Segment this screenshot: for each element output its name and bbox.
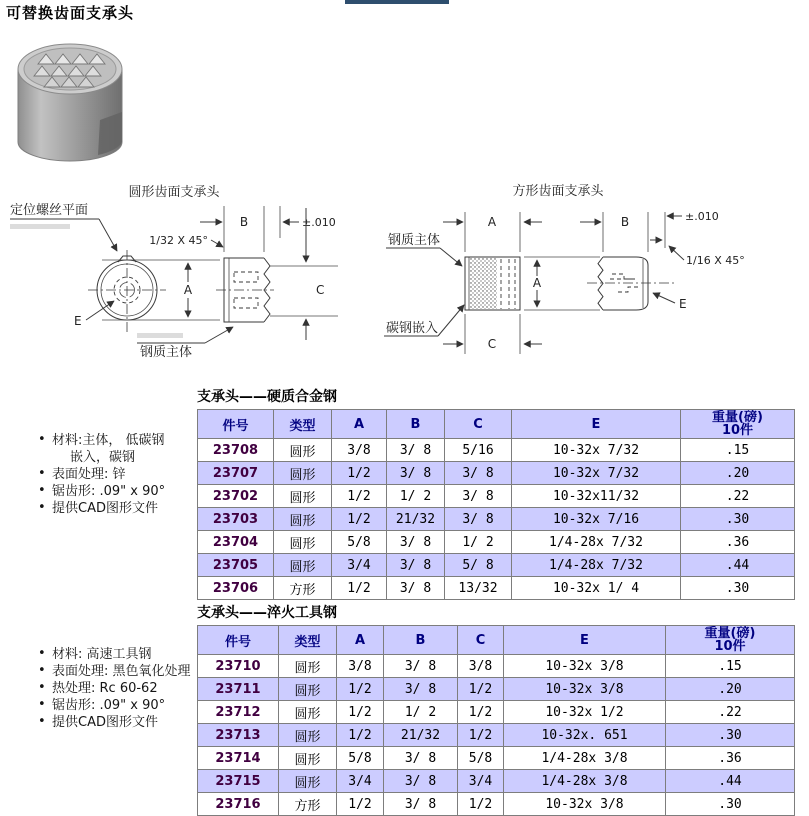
table-cell: 3/ 8 bbox=[387, 577, 445, 600]
table-row bbox=[198, 770, 795, 793]
table-cell: 方形 bbox=[279, 793, 337, 816]
table-cell: 3/ 8 bbox=[384, 747, 458, 770]
col-header-weight bbox=[681, 410, 795, 439]
table-cell: 1/2 bbox=[458, 793, 504, 816]
table-cell: 3/ 8 bbox=[387, 554, 445, 577]
table-cell: 10-32x 3/8 bbox=[504, 655, 666, 678]
table-cell: 5/ 8 bbox=[445, 554, 512, 577]
note-item: • 提供CAD图形文件 bbox=[38, 714, 191, 731]
note-item: • 热处理: Rc 60-62 bbox=[38, 680, 191, 697]
table-cell: .20 bbox=[681, 462, 795, 485]
note-item: • 提供CAD图形文件 bbox=[38, 500, 165, 517]
table-cell: 圆形 bbox=[279, 770, 337, 793]
steel-body-label: 钢质主体 bbox=[388, 233, 441, 248]
table-cell: 1/4-28x 7/32 bbox=[512, 531, 681, 554]
table-cell: 圆形 bbox=[274, 508, 332, 531]
part-number-cell: 23713 bbox=[198, 724, 279, 747]
header-row bbox=[198, 626, 795, 655]
faded-text-remnant bbox=[137, 333, 183, 338]
square-head-diagram bbox=[382, 182, 809, 374]
table-title: 支承头——淬火工具钢 bbox=[197, 605, 337, 621]
steel-body-label: 钢质主体 bbox=[140, 345, 193, 360]
round-side-view bbox=[216, 258, 274, 322]
part-number-cell: 23703 bbox=[198, 508, 274, 531]
part-number-cell: 23715 bbox=[198, 770, 279, 793]
table-cell: 1/2 bbox=[458, 724, 504, 747]
part-number-cell: 23711 bbox=[198, 678, 279, 701]
table-row bbox=[198, 747, 795, 770]
dim-a-label: A bbox=[183, 283, 193, 297]
table-cell: 3/ 8 bbox=[384, 678, 458, 701]
part-number-cell: 23712 bbox=[198, 701, 279, 724]
table-row bbox=[198, 462, 795, 485]
table-cell: 圆形 bbox=[274, 531, 332, 554]
note-item: • 表面处理: 锌 bbox=[38, 466, 165, 483]
table-cell: 10-32x. 651 bbox=[504, 724, 666, 747]
table-cell: .36 bbox=[666, 747, 795, 770]
table-cell: 5/16 bbox=[445, 439, 512, 462]
table-cell: 3/4 bbox=[458, 770, 504, 793]
note-item: • 表面处理: 黑色氧化处理 bbox=[38, 663, 191, 680]
square-diagram-title: 方形齿面支承头 bbox=[512, 184, 604, 199]
weight-header-line2: 10件 bbox=[721, 423, 754, 438]
table-cell: 1/ 2 bbox=[387, 485, 445, 508]
table-cell: 5/8 bbox=[332, 531, 387, 554]
table-cell: 圆形 bbox=[279, 678, 337, 701]
tolerance-label: ±.010 bbox=[302, 216, 336, 229]
table-cell: 圆形 bbox=[274, 485, 332, 508]
table-row bbox=[198, 701, 795, 724]
weight-header-line2: 10件 bbox=[714, 639, 746, 654]
table-cell: 1/2 bbox=[332, 577, 387, 600]
table-cell: 圆形 bbox=[274, 462, 332, 485]
part-number-cell: 23704 bbox=[198, 531, 274, 554]
chamfer-label: 1/16 X 45° bbox=[686, 254, 745, 267]
parts-table-tool-steel bbox=[197, 625, 795, 816]
table-cell: 圆形 bbox=[274, 554, 332, 577]
part-number-cell: 23707 bbox=[198, 462, 274, 485]
table-cell: 10-32x 7/16 bbox=[512, 508, 681, 531]
table-cell: 1/4-28x 7/32 bbox=[512, 554, 681, 577]
table-cell: 5/8 bbox=[337, 747, 384, 770]
header-row bbox=[198, 410, 795, 439]
part-number-cell: 23714 bbox=[198, 747, 279, 770]
col-header-c: C bbox=[458, 626, 504, 655]
table-row bbox=[198, 678, 795, 701]
notes-list-hard-alloy bbox=[38, 432, 165, 517]
square-front-view bbox=[465, 257, 520, 310]
table-cell: 3/8 bbox=[332, 439, 387, 462]
table-cell: .20 bbox=[666, 678, 795, 701]
table-row bbox=[198, 655, 795, 678]
part-number-cell: 23702 bbox=[198, 485, 274, 508]
table-cell: .30 bbox=[666, 724, 795, 747]
table-cell: 3/ 8 bbox=[384, 655, 458, 678]
table-cell: 1/2 bbox=[332, 462, 387, 485]
note-item-continuation: 嵌入，碳钢 bbox=[70, 450, 136, 465]
dim-a-mid-label: A bbox=[532, 276, 542, 290]
table-title: 支承头——硬质合金钢 bbox=[197, 389, 337, 405]
table-cell: .15 bbox=[666, 655, 795, 678]
table-cell: 1/2 bbox=[337, 793, 384, 816]
table-cell: 3/ 8 bbox=[445, 462, 512, 485]
table-cell: 3/4 bbox=[337, 770, 384, 793]
table-cell: 3/ 8 bbox=[445, 508, 512, 531]
table-cell: 3/ 8 bbox=[387, 439, 445, 462]
table-cell: .30 bbox=[681, 508, 795, 531]
table-cell: 1/2 bbox=[332, 508, 387, 531]
table-cell: 1/4-28x 3/8 bbox=[504, 747, 666, 770]
col-header-part: 件号 bbox=[198, 410, 274, 439]
table-cell: 21/32 bbox=[384, 724, 458, 747]
col-header-weight bbox=[666, 626, 795, 655]
round-head-diagram bbox=[2, 182, 347, 374]
weight-header-line1: 重量(磅) bbox=[712, 410, 763, 425]
table-cell: 3/8 bbox=[337, 655, 384, 678]
table-cell: 圆形 bbox=[279, 701, 337, 724]
part-number-cell: 23708 bbox=[198, 439, 274, 462]
table-cell: .44 bbox=[681, 554, 795, 577]
dim-b-label: B bbox=[239, 215, 249, 229]
dim-b-label: B bbox=[620, 215, 630, 229]
table-cell: .36 bbox=[681, 531, 795, 554]
col-header-b: B bbox=[384, 626, 458, 655]
table-cell: 3/ 8 bbox=[387, 462, 445, 485]
table-cell: 3/4 bbox=[332, 554, 387, 577]
top-accent-bar bbox=[345, 0, 449, 4]
table-cell: 3/ 8 bbox=[384, 793, 458, 816]
table-cell: .15 bbox=[681, 439, 795, 462]
table-cell: 10-32x 7/32 bbox=[512, 462, 681, 485]
table-cell: 10-32x 7/32 bbox=[512, 439, 681, 462]
table-row bbox=[198, 724, 795, 747]
note-item: • 锯齿形: .09" x 90° bbox=[38, 697, 191, 714]
table-cell: 1/2 bbox=[337, 701, 384, 724]
table-cell: 10-32x 3/8 bbox=[504, 678, 666, 701]
part-number-cell: 23710 bbox=[198, 655, 279, 678]
table-cell: 5/8 bbox=[458, 747, 504, 770]
table-cell: 10-32x 1/2 bbox=[504, 701, 666, 724]
col-header-type: 类型 bbox=[274, 410, 332, 439]
table-row bbox=[198, 554, 795, 577]
table-row bbox=[198, 439, 795, 462]
table-cell: 圆形 bbox=[274, 439, 332, 462]
note-item: • 材料: 高速工具钢 bbox=[38, 646, 191, 663]
table-cell: .30 bbox=[681, 577, 795, 600]
table-cell: 1/2 bbox=[337, 678, 384, 701]
table-row bbox=[198, 508, 795, 531]
tolerance-label: ±.010 bbox=[685, 210, 719, 223]
col-header-a: A bbox=[337, 626, 384, 655]
table-cell: .44 bbox=[666, 770, 795, 793]
table-cell: 1/4-28x 3/8 bbox=[504, 770, 666, 793]
dim-c-label: C bbox=[487, 337, 497, 351]
col-header-a: A bbox=[332, 410, 387, 439]
table-row bbox=[198, 793, 795, 816]
faded-text-remnant bbox=[10, 224, 70, 229]
table-cell: 1/ 2 bbox=[384, 701, 458, 724]
table-row bbox=[198, 577, 795, 600]
table-row bbox=[198, 485, 795, 508]
col-header-b: B bbox=[387, 410, 445, 439]
set-screw-flat-label: 定位螺丝平面 bbox=[10, 203, 89, 218]
table-cell: 3/ 8 bbox=[384, 770, 458, 793]
table-cell: .22 bbox=[666, 701, 795, 724]
table-cell: 10-32x 3/8 bbox=[504, 793, 666, 816]
table-cell: 10-32x11/32 bbox=[512, 485, 681, 508]
table-cell: 10-32x 1/ 4 bbox=[512, 577, 681, 600]
note-item: • 材料:主体， 低碳钢 bbox=[38, 432, 165, 449]
table-cell: 3/ 8 bbox=[387, 531, 445, 554]
table-cell: 圆形 bbox=[279, 747, 337, 770]
table-cell: 圆形 bbox=[279, 724, 337, 747]
table-cell: 3/ 8 bbox=[445, 485, 512, 508]
table-section-tool-steel bbox=[197, 602, 795, 816]
table-cell: 1/2 bbox=[458, 701, 504, 724]
product-photo bbox=[8, 24, 132, 172]
dim-e-label: E bbox=[74, 314, 82, 328]
table-cell: 13/32 bbox=[445, 577, 512, 600]
part-number-cell: 23706 bbox=[198, 577, 274, 600]
page-title: 可替换齿面支承头 bbox=[6, 4, 135, 22]
table-cell: 圆形 bbox=[279, 655, 337, 678]
note-item: • 锯齿形: .09" x 90° bbox=[38, 483, 165, 500]
square-side-view bbox=[587, 257, 677, 310]
carbon-insert-label: 碳钢嵌入 bbox=[386, 321, 439, 336]
part-number-cell: 23716 bbox=[198, 793, 279, 816]
col-header-e: E bbox=[512, 410, 681, 439]
dim-a-top-label: A bbox=[487, 215, 497, 229]
table-cell: 1/2 bbox=[458, 678, 504, 701]
table-cell: .30 bbox=[666, 793, 795, 816]
table-cell: .22 bbox=[681, 485, 795, 508]
dim-e-label: E bbox=[679, 297, 687, 311]
table-cell: 3/8 bbox=[458, 655, 504, 678]
col-header-type: 类型 bbox=[279, 626, 337, 655]
notes-list-tool-steel bbox=[38, 646, 191, 731]
col-header-c: C bbox=[445, 410, 512, 439]
table-row bbox=[198, 531, 795, 554]
dim-c-label: C bbox=[316, 283, 325, 297]
parts-table-hard-alloy bbox=[197, 409, 795, 600]
table-cell: 1/ 2 bbox=[445, 531, 512, 554]
table-cell: 1/2 bbox=[332, 485, 387, 508]
weight-header-line1: 重量(磅) bbox=[704, 626, 756, 641]
chamfer-label: 1/32 X 45° bbox=[149, 234, 208, 247]
round-diagram-title: 圆形齿面支承头 bbox=[128, 185, 220, 200]
table-cell: 方形 bbox=[274, 577, 332, 600]
col-header-e: E bbox=[504, 626, 666, 655]
table-section-hard-alloy bbox=[197, 386, 795, 600]
part-number-cell: 23705 bbox=[198, 554, 274, 577]
table-cell: 21/32 bbox=[387, 508, 445, 531]
col-header-part: 件号 bbox=[198, 626, 279, 655]
table-cell: 1/2 bbox=[337, 724, 384, 747]
